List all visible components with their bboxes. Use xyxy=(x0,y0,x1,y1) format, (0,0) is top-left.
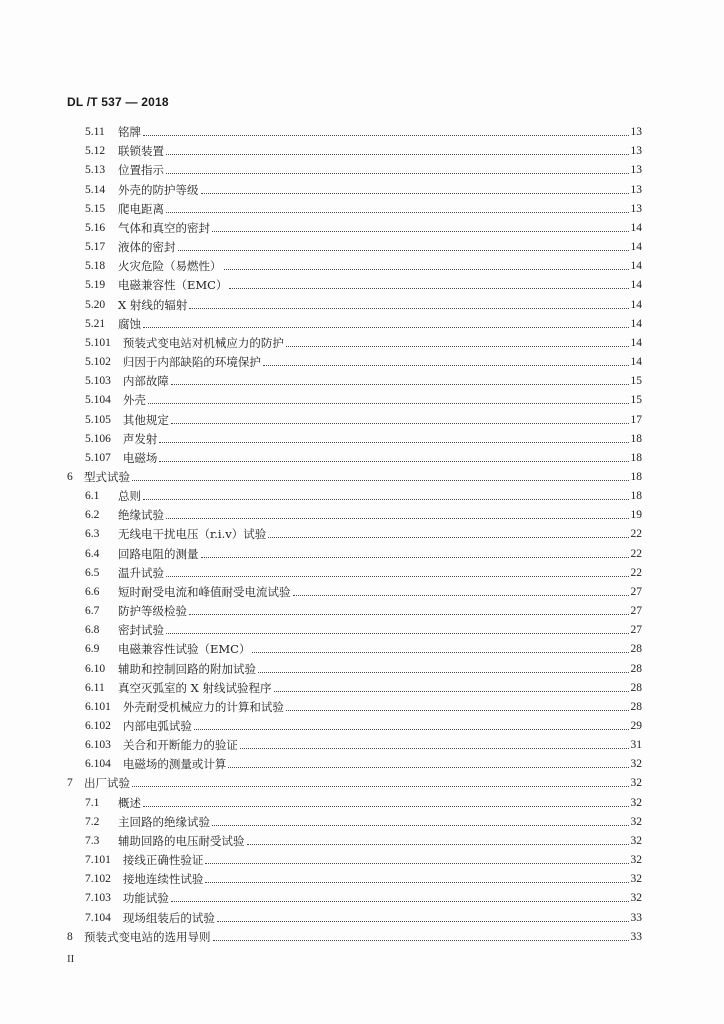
toc-entry-title: 其他规定 xyxy=(122,412,169,427)
toc-entry-page-number: 32 xyxy=(630,873,642,886)
dot-leader xyxy=(229,288,629,289)
toc-entry xyxy=(0,524,724,543)
toc-entry-title: 总则 xyxy=(118,489,141,504)
dot-leader xyxy=(143,806,629,807)
toc-entry-number: 5.15 xyxy=(85,202,106,215)
toc-entry-page-number: 22 xyxy=(630,566,642,579)
toc-entry-page-number: 14 xyxy=(630,221,642,234)
dot-leader xyxy=(212,825,629,826)
toc-entry-page-number: 32 xyxy=(630,854,642,867)
toc-entry xyxy=(0,179,724,198)
toc-entry-page-number: 14 xyxy=(630,241,642,254)
dot-leader xyxy=(143,499,629,500)
toc-entry-title: 接地连续性试验 xyxy=(122,872,204,887)
toc-entry-title: 外壳耐受机械应力的计算和试验 xyxy=(122,699,284,714)
toc-entry-title: 主回路的绝缘试验 xyxy=(118,814,210,829)
toc-entry-page-number: 27 xyxy=(630,605,642,618)
toc-entry xyxy=(0,486,724,505)
page-folio: II xyxy=(67,953,75,965)
toc-entry xyxy=(0,371,724,390)
dot-leader xyxy=(166,212,629,213)
toc-entry-page-number: 32 xyxy=(630,777,642,790)
toc-entry-page-number: 29 xyxy=(630,720,642,732)
standard-code-header: DL /T 537 — 2018 xyxy=(67,95,169,109)
dot-leader xyxy=(171,384,629,385)
toc-entry-page-number: 18 xyxy=(630,432,642,445)
toc-entry xyxy=(0,294,724,313)
toc-entry xyxy=(0,256,724,275)
toc-entry-page-number: 15 xyxy=(630,375,642,388)
toc-entry-title: 腐蚀 xyxy=(118,316,141,331)
toc-entry-title: 内部故障 xyxy=(122,374,169,389)
toc-entry-title: 电磁场 xyxy=(122,450,158,465)
toc-entry-number: 6.1 xyxy=(85,490,100,503)
toc-entry-page-number: 14 xyxy=(630,260,642,273)
dot-leader xyxy=(205,882,629,883)
dot-leader xyxy=(166,173,629,174)
toc-entry-page-number: 28 xyxy=(630,643,642,656)
toc-entry xyxy=(0,678,724,697)
toc-entry xyxy=(0,505,724,524)
toc-entry-number: 6.103 xyxy=(85,739,111,752)
toc-entry-title: 短时耐受电流和峰值耐受电流试验 xyxy=(118,584,291,599)
toc-entry-page-number: 14 xyxy=(630,356,642,369)
toc-entry-page-number: 22 xyxy=(630,547,642,560)
dot-leader xyxy=(159,461,629,462)
toc-entry-page-number: 27 xyxy=(630,585,642,598)
toc-entry xyxy=(0,735,724,754)
dot-leader xyxy=(159,442,629,443)
toc-entry xyxy=(0,754,724,773)
toc-entry-number: 6.3 xyxy=(85,528,100,541)
toc-entry-number: 6.8 xyxy=(85,624,100,637)
toc-entry-title: 外壳 xyxy=(122,393,146,408)
toc-entry-number: 7 xyxy=(67,777,73,790)
toc-entry-page-number: 13 xyxy=(630,183,642,196)
toc-entry-page-number: 28 xyxy=(630,662,642,675)
toc-entry-number: 5.19 xyxy=(85,279,106,292)
dot-leader xyxy=(293,595,630,596)
toc-entry-page-number: 15 xyxy=(630,394,642,407)
toc-entry-number: 5.20 xyxy=(85,298,106,311)
toc-entry-title: 外壳的防护等级 xyxy=(118,182,199,197)
toc-entry-page-number: 27 xyxy=(630,624,642,637)
toc-entry-title: 联锁装置 xyxy=(118,144,164,159)
toc-entry-title: 预装式变电站的选用导则 xyxy=(84,929,211,944)
toc-entry-title: 概述 xyxy=(118,795,141,810)
dot-leader xyxy=(166,576,629,577)
dot-leader xyxy=(143,135,629,136)
dot-leader xyxy=(252,652,629,653)
toc-entry-title: X 射线的辐射 xyxy=(118,297,188,312)
toc-entry-number: 6 xyxy=(67,470,73,483)
toc-entry-page-number: 14 xyxy=(630,279,642,292)
dot-leader xyxy=(286,346,629,347)
toc-entry xyxy=(0,543,724,562)
toc-entry-title: 电磁兼容性试验（EMC） xyxy=(118,642,251,657)
toc-entry-number: 5.13 xyxy=(85,164,106,177)
toc-entry-number: 5.101 xyxy=(85,336,111,349)
toc-entry-title: 现场组装后的试验 xyxy=(122,910,215,925)
toc-entry-page-number: 32 xyxy=(630,815,642,828)
toc-entry-number: 7.103 xyxy=(85,892,111,905)
toc-entry-number: 5.103 xyxy=(85,375,111,388)
dot-leader xyxy=(166,154,629,155)
toc-entry-page-number: 14 xyxy=(630,317,642,330)
dot-leader xyxy=(194,729,629,730)
dot-leader xyxy=(268,537,629,538)
toc-entry-title: 关合和开断能力的验证 xyxy=(122,738,238,753)
toc-entry-number: 6.2 xyxy=(85,509,100,522)
toc-entry-page-number: 33 xyxy=(630,930,642,943)
toc-entry-page-number: 32 xyxy=(630,834,642,847)
toc-entry xyxy=(0,582,724,601)
toc-entry xyxy=(0,237,724,256)
toc-entry-title: 型式试验 xyxy=(84,469,130,484)
toc-entry-title: 功能试验 xyxy=(122,891,169,906)
dot-leader xyxy=(286,710,629,711)
toc-entry-number: 5.14 xyxy=(85,183,106,196)
toc-entry-page-number: 28 xyxy=(630,681,642,694)
toc-entry-number: 5.11 xyxy=(85,126,105,139)
toc-entry-number: 5.107 xyxy=(85,451,111,464)
toc-entry xyxy=(0,601,724,620)
toc-entry-title: 铭牌 xyxy=(118,125,141,140)
toc-entry xyxy=(0,697,724,716)
toc-entry-page-number: 28 xyxy=(630,700,642,713)
dot-leader xyxy=(205,863,629,864)
toc-entry-title: 回路电阻的测量 xyxy=(118,546,199,561)
toc-entry-number: 7.2 xyxy=(85,815,100,828)
toc-entry xyxy=(0,409,724,428)
toc-entry xyxy=(0,352,724,371)
toc-entry-number: 5.102 xyxy=(85,356,111,369)
dot-leader xyxy=(166,633,629,634)
toc-entry-title: 无线电干扰电压（r.i.v）试验 xyxy=(118,527,267,542)
toc-entry-title: 内部电弧试验 xyxy=(122,719,192,733)
dot-leader xyxy=(201,557,630,558)
dot-leader xyxy=(212,231,629,232)
dot-leader xyxy=(143,327,629,328)
toc-entry xyxy=(0,639,724,658)
toc-entry-number: 5.18 xyxy=(85,260,106,273)
toc-entry-page-number: 18 xyxy=(630,451,642,464)
toc-entry xyxy=(0,907,724,926)
toc-entry xyxy=(0,620,724,639)
toc-entry-number: 5.105 xyxy=(85,413,111,426)
toc-entry-title: 接线正确性验证 xyxy=(122,853,204,868)
toc-entry-number: 7.104 xyxy=(85,911,111,924)
toc-entry-number: 6.5 xyxy=(85,566,100,579)
dot-leader xyxy=(217,921,629,922)
toc-entry-number: 6.11 xyxy=(85,681,105,694)
toc-entry xyxy=(0,122,724,141)
toc-entry xyxy=(0,390,724,409)
toc-entry xyxy=(0,199,724,218)
toc-entry xyxy=(0,773,724,792)
toc-entry-number: 6.10 xyxy=(85,662,106,675)
toc-entry-title: 辅助和控制回路的附加试验 xyxy=(118,661,256,676)
dot-leader xyxy=(189,614,629,615)
toc-entry xyxy=(0,888,724,907)
toc-entry-title: 声发射 xyxy=(122,431,158,446)
toc-entry-number: 5.21 xyxy=(85,317,106,330)
toc-entry xyxy=(0,658,724,677)
toc-entry-title: 爬电距离 xyxy=(118,201,164,216)
toc-entry-number: 5.12 xyxy=(85,145,106,158)
toc-entry-title: 电磁场的测量或计算 xyxy=(122,757,227,772)
toc-entry-page-number: 32 xyxy=(630,892,642,905)
toc-entry xyxy=(0,812,724,831)
table-of-contents xyxy=(0,122,724,946)
dot-leader xyxy=(201,193,630,194)
toc-entry xyxy=(0,218,724,237)
dot-leader xyxy=(258,672,629,673)
dot-leader xyxy=(274,691,630,692)
toc-entry xyxy=(0,275,724,294)
toc-entry-number: 8 xyxy=(67,930,73,943)
toc-entry-page-number: 13 xyxy=(630,202,642,215)
dot-leader xyxy=(189,308,629,309)
toc-entry-page-number: 18 xyxy=(630,490,642,503)
toc-entry-number: 7.101 xyxy=(85,854,111,867)
toc-entry-number: 5.106 xyxy=(85,432,111,445)
toc-entry xyxy=(0,141,724,160)
dot-leader xyxy=(171,423,629,424)
toc-entry-number: 7.3 xyxy=(85,834,100,847)
toc-entry xyxy=(0,467,724,486)
dot-leader xyxy=(132,786,629,787)
dot-leader xyxy=(213,940,630,941)
toc-entry xyxy=(0,314,724,333)
dot-leader xyxy=(171,901,629,902)
toc-entry xyxy=(0,716,724,735)
toc-entry-number: 6.4 xyxy=(85,547,100,560)
toc-entry-title: 位置指示 xyxy=(118,163,164,178)
dot-leader xyxy=(166,518,629,519)
toc-entry-page-number: 13 xyxy=(630,164,642,177)
toc-entry xyxy=(0,429,724,448)
toc-entry-title: 气体和真空的密封 xyxy=(118,220,210,235)
toc-entry-page-number: 18 xyxy=(630,470,642,483)
toc-entry-title: 辅助回路的电压耐受试验 xyxy=(118,833,245,848)
toc-entry-number: 6.6 xyxy=(85,585,100,598)
toc-entry-number: 7.102 xyxy=(85,873,111,886)
toc-entry-page-number: 32 xyxy=(630,796,642,809)
toc-entry xyxy=(0,448,724,467)
toc-entry-page-number: 33 xyxy=(630,911,642,924)
toc-entry xyxy=(0,927,724,946)
toc-entry xyxy=(0,869,724,888)
dot-leader xyxy=(148,403,629,404)
dot-leader xyxy=(178,250,630,251)
dot-leader xyxy=(240,748,629,749)
dot-leader xyxy=(247,844,630,845)
toc-entry-number: 6.104 xyxy=(85,758,111,771)
dot-leader xyxy=(132,480,629,481)
toc-entry-number: 6.102 xyxy=(85,720,111,732)
toc-entry-title: 电磁兼容性（EMC） xyxy=(118,278,228,293)
toc-entry-page-number: 14 xyxy=(630,298,642,311)
toc-entry-page-number: 17 xyxy=(630,413,642,426)
toc-entry-number: 6.7 xyxy=(85,605,100,618)
toc-entry-title: 预装式变电站对机械应力的防护 xyxy=(122,335,284,350)
toc-entry-number: 5.16 xyxy=(85,221,106,234)
toc-entry-number: 7.1 xyxy=(85,796,100,809)
toc-entry-page-number: 14 xyxy=(630,336,642,349)
toc-entry xyxy=(0,831,724,850)
toc-entry xyxy=(0,160,724,179)
dot-leader xyxy=(263,365,629,366)
toc-entry-title: 火灾危险（易燃性） xyxy=(118,259,222,274)
toc-entry-number: 5.17 xyxy=(85,241,106,254)
toc-entry-title: 液体的密封 xyxy=(118,240,176,255)
toc-entry-title: 真空灭弧室的 X 射线试验程序 xyxy=(118,680,272,695)
toc-entry xyxy=(0,792,724,811)
toc-entry-number: 6.9 xyxy=(85,643,100,656)
toc-entry-title: 温升试验 xyxy=(118,565,164,580)
toc-entry xyxy=(0,850,724,869)
toc-entry-page-number: 13 xyxy=(630,145,642,158)
toc-entry-title: 绝缘试验 xyxy=(118,508,164,523)
dot-leader xyxy=(228,767,629,768)
toc-entry-number: 5.104 xyxy=(85,394,111,407)
toc-entry-title: 出厂试验 xyxy=(84,776,130,791)
toc-entry-title: 密封试验 xyxy=(118,623,164,638)
toc-entry xyxy=(0,563,724,582)
toc-entry-title: 防护等级检验 xyxy=(118,604,187,619)
toc-entry xyxy=(0,333,724,352)
toc-entry-page-number: 32 xyxy=(630,758,642,771)
toc-entry-page-number: 13 xyxy=(630,126,642,139)
toc-entry-number: 6.101 xyxy=(85,700,111,713)
dot-leader xyxy=(224,269,630,270)
toc-entry-page-number: 19 xyxy=(630,509,642,522)
toc-entry-page-number: 31 xyxy=(630,739,642,752)
toc-entry-title: 归因于内部缺陷的环境保护 xyxy=(122,355,261,370)
toc-entry-page-number: 22 xyxy=(630,528,642,541)
